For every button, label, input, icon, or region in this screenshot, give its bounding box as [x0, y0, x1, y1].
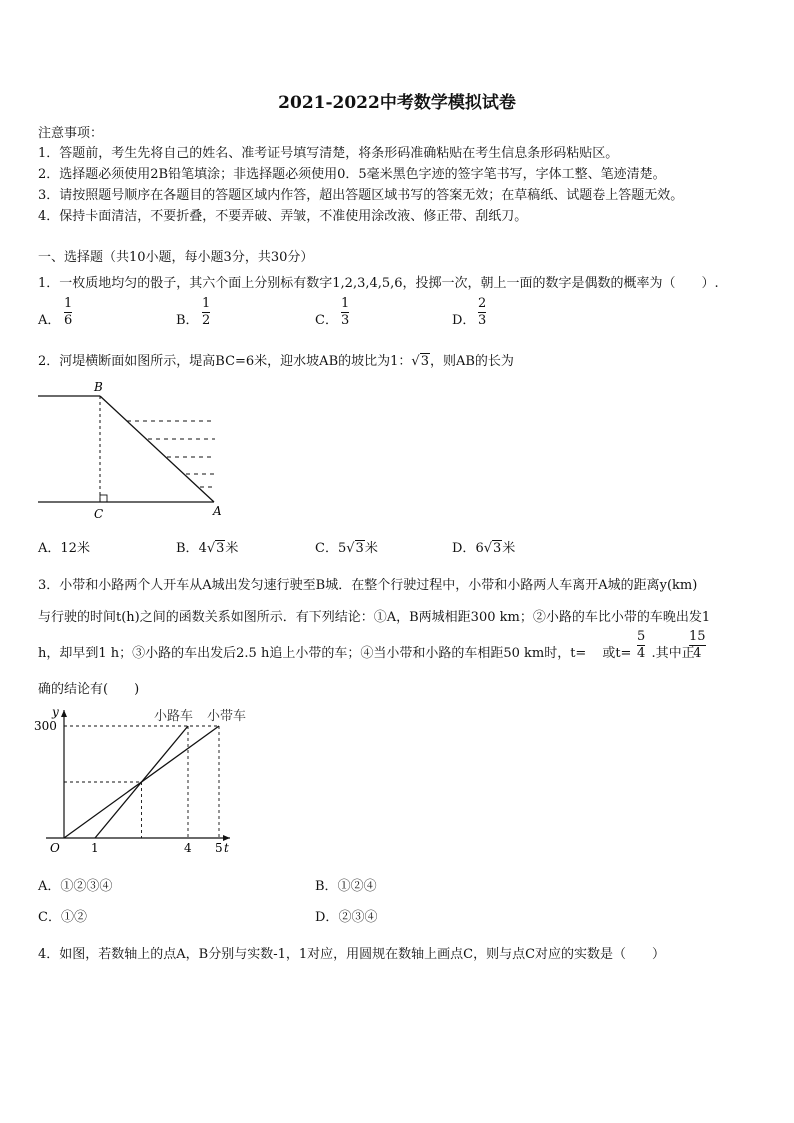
option-letter: C．	[315, 541, 338, 556]
notice-item: 4．保持卡面清洁，不要折叠，不要弄破、弄皱，不准使用涂改液、修正带、刮纸刀。	[38, 209, 528, 224]
option-letter: D．	[452, 541, 476, 556]
series-label-xiaolu: 小路车	[154, 709, 194, 724]
option-text: ①②④	[337, 879, 377, 894]
origin-label: O	[50, 841, 60, 855]
q1-option-b-fraction	[202, 297, 210, 328]
sqrt-sign: √	[346, 541, 355, 556]
option-unit: 米	[225, 541, 239, 556]
y-axis-label: y	[52, 705, 59, 719]
option-unit: 米	[76, 541, 90, 556]
option-text: ①②③④	[60, 879, 113, 894]
q3-stem-line3	[38, 642, 695, 661]
y-tick-label: 300	[34, 719, 57, 733]
q2-option-c	[315, 537, 378, 556]
q2-stem-text-end: ，则AB的长为	[429, 354, 514, 369]
page-title: 2021-2022中考数学模拟试卷	[278, 93, 516, 113]
fraction-numerator: 1	[341, 296, 350, 311]
q1-option-d-letter: D．	[452, 313, 476, 328]
y-axis-arrow	[61, 710, 67, 717]
option-value: 5	[337, 541, 347, 556]
q3-option-a	[38, 875, 112, 894]
q2-option-a	[38, 537, 90, 556]
radicand: 3	[216, 541, 225, 556]
option-letter: A．	[38, 541, 61, 556]
fraction-numerator: 1	[64, 296, 73, 311]
notice-item: 1．答题前，考生先将自己的姓名、准考证号填写清楚，将条形码准确粘贴在考生信息条形码粘贴区。	[38, 146, 619, 161]
notice-heading: 注意事项：	[38, 126, 104, 141]
q3-text: h，却早到1 h；③小路的车出发后2.5 h追上小带的车；④当小带和小路的车相距50 km时，t=	[38, 646, 587, 661]
fraction-numerator: 15	[689, 629, 706, 644]
fraction-numerator: 1	[202, 296, 211, 311]
radicand: 3	[420, 354, 429, 369]
section-heading: 一、选择题（共10小题，每小题3分，共30分）	[38, 250, 314, 265]
q1-option-a-letter: A．	[38, 313, 61, 328]
option-text: ①②	[60, 910, 87, 925]
radicand: 3	[493, 541, 502, 556]
option-unit: 米	[364, 541, 378, 556]
x-tick-label: 4	[184, 841, 192, 855]
q3-stem-line2: 与行驶的时间t(h)之间的函数关系如图所示．有下列结论：①A，B两城相距300 km；②小路的车比小带的车晚出发1	[38, 610, 711, 625]
option-text: ②③④	[338, 910, 378, 925]
label-c: C	[94, 507, 104, 521]
q3-fraction-5-4	[637, 630, 645, 661]
notice-item: 3．请按照题号顺序在各题目的答题区域内作答，超出答题区域书写的答案无效；在草稿纸、试题卷上答题无效。	[38, 188, 684, 203]
fraction-denominator: 3	[478, 313, 487, 328]
option-unit: 米	[502, 541, 516, 556]
q2-option-b	[176, 537, 238, 556]
fraction-denominator: 4	[637, 646, 646, 661]
fraction-denominator: 4	[693, 646, 702, 661]
series-label-xiaodai: 小带车	[207, 709, 247, 724]
option-letter: A．	[38, 879, 61, 894]
option-letter: B．	[176, 541, 199, 556]
q3-option-c	[38, 906, 87, 925]
x-axis-label: t	[224, 841, 229, 855]
q3-fraction-15-4	[689, 630, 706, 661]
sqrt-sign: √	[411, 354, 420, 369]
q3-option-d	[315, 906, 377, 925]
q2-stem	[38, 350, 514, 369]
q4-stem: 4．如图，若数轴上的点A，B分别与实数-1，1对应，用圆规在数轴上画点C，则与点C对应的实数是（ ）	[38, 947, 666, 962]
q2-option-d	[452, 537, 515, 556]
x-tick-label: 5	[215, 841, 223, 855]
notice-item: 2．选择题必须使用2B铅笔填涂；非选择题必须使用0．5毫米黑色字迹的签字笔书写，字体工整、笔迹清楚。	[38, 167, 666, 182]
option-value: 12	[60, 541, 77, 556]
q3-text: 或t=	[602, 646, 632, 661]
q3-stem-line1: 3．小带和小路两个人开车从A城出发匀速行驶至B城．在整个行驶过程中，小带和小路两人车离开A城的距离y(km)	[38, 578, 698, 593]
q1-option-a-fraction	[64, 297, 72, 328]
q1-stem: 1．一枚质地均匀的骰子，其六个面上分别标有数字1,2,3,4,5,6，投掷一次，朝上一面的数字是偶数的概率为（ ）.	[38, 276, 719, 291]
q1-option-d-fraction	[478, 297, 486, 328]
sqrt-sign: √	[206, 541, 216, 556]
label-b: B	[94, 380, 103, 394]
radicand: 3	[355, 541, 364, 556]
option-letter: C．	[38, 910, 61, 925]
option-letter: D．	[315, 910, 339, 925]
embankment-figure	[30, 376, 230, 524]
distance-time-chart	[30, 700, 250, 860]
option-letter: B．	[315, 879, 338, 894]
slope-ab	[100, 396, 214, 502]
fraction-denominator: 2	[202, 313, 211, 328]
right-angle-mark	[100, 495, 107, 502]
sqrt-sign: √	[483, 541, 493, 556]
q1-option-c-letter: C．	[315, 313, 338, 328]
q1-option-c-fraction	[341, 297, 349, 328]
option-value: 6	[475, 541, 484, 556]
fraction-denominator: 3	[341, 313, 350, 328]
fraction-denominator: 6	[64, 313, 73, 328]
fraction-numerator: 5	[637, 629, 646, 644]
option-value: 4	[198, 541, 207, 556]
q3-option-b	[315, 875, 377, 894]
fraction-numerator: 2	[478, 296, 487, 311]
q3-stem-line4: 确的结论有( )	[38, 682, 140, 697]
label-a: A	[213, 504, 222, 518]
series-line-xiaodai	[64, 726, 219, 838]
q1-option-b-letter: B．	[176, 313, 199, 328]
q2-stem-text: 2．河堤横断面如图所示，堤高BC=6米，迎水坡AB的坡比为1：	[38, 354, 412, 369]
q3-text: .其中正	[651, 646, 695, 661]
x-tick-label: 1	[91, 841, 99, 855]
